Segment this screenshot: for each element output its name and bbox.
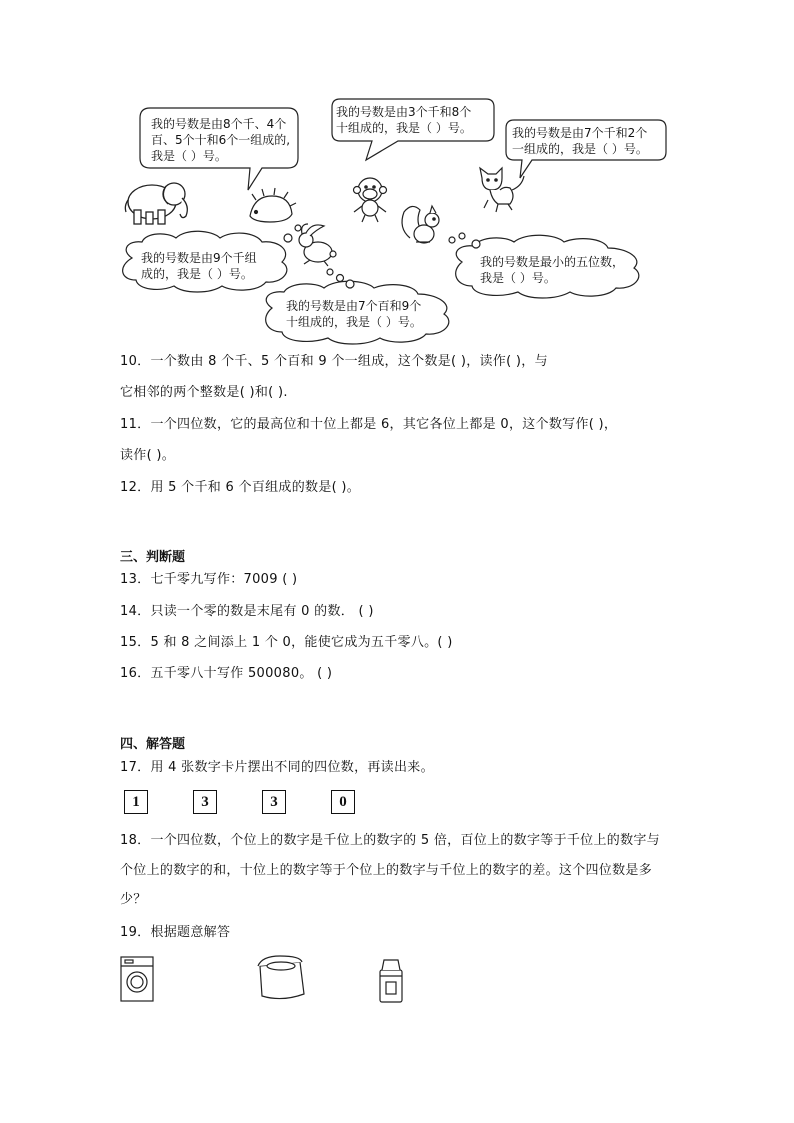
- question-18-line-3: 少？: [120, 892, 147, 907]
- bubble-5-line-2: 我是（ ）号。: [480, 271, 556, 285]
- question-13: 13．七千零九写作：7009 ( ): [120, 572, 298, 587]
- monkey-icon: [354, 178, 387, 222]
- bubble-4-line-1: 我的号数是由9个千组: [141, 251, 257, 265]
- bubble-2-line-2: 十组成的，我是（ ）号。: [336, 121, 472, 135]
- top-loader-icon: [258, 956, 304, 999]
- question-11-line-1: 11．一个四位数，它的最高位和十位上都是 6，其它各位上都是 0，这个数写作( )，: [120, 417, 618, 432]
- rabbit-icon: [299, 224, 336, 266]
- question-10-line-1: 10．一个数由 8 个千、5 个百和 9 个一组成，这个数是( )，读作( )，与: [120, 354, 548, 369]
- question-18-line-2: 个位上的数字的和，十位上的数字等于个位上的数字与千位上的数字的差。这个四位数是多: [120, 863, 653, 878]
- squirrel-icon: [402, 206, 439, 243]
- question-17: 17．用 4 张数字卡片摆出不同的四位数，再读出来。: [120, 760, 434, 775]
- question-15: 15．5 和 8 之间添上 1 个 0，能使它成为五千零八。( ): [120, 635, 453, 650]
- bubble-1-line-1: 我的号数是由8个千、4个: [151, 117, 287, 131]
- hedgehog-icon: [250, 188, 296, 222]
- digit-card: 0: [331, 790, 355, 814]
- digit-card: 3: [262, 790, 286, 814]
- bubble-6-line-1: 我的号数是由7个百和9个: [286, 299, 422, 313]
- bubble-6-line-2: 十组成的，我是（ ）号。: [286, 315, 422, 329]
- digit-card: 3: [193, 790, 217, 814]
- digit-card: 1: [124, 790, 148, 814]
- bubble-1-line-2: 百、5个十和6个一组成的,: [151, 133, 291, 147]
- question-12: 12．用 5 个千和 6 个百组成的数是( )。: [120, 480, 361, 495]
- question-14: 14．只读一个零的数是末尾有 0 的数． ( ): [120, 604, 374, 619]
- small-washer-icon: [380, 960, 402, 1002]
- bubble-5-line-1: 我的号数是最小的五位数，: [480, 255, 625, 269]
- bubble-3-line-1: 我的号数是由7个千和2个: [512, 126, 648, 140]
- elephant-icon: [125, 183, 187, 224]
- section-4-heading: 四、解答题: [120, 737, 186, 752]
- bubble-2-line-1: 我的号数是由3个千和8个: [336, 105, 472, 119]
- question-18-line-1: 18．一个四位数，个位上的数字是千位上的数字的 5 倍，百位上的数字等于千位上的数字与: [120, 833, 660, 848]
- section-3-heading: 三、判断题: [120, 550, 186, 565]
- cat-icon: [480, 168, 524, 212]
- bubble-3-line-2: 一组成的，我是（ ）号。: [512, 142, 648, 156]
- question-11-line-2: 读作( )。: [120, 448, 176, 463]
- question-19: 19．根据题意解答: [120, 925, 231, 940]
- question-16: 16．五千零八十写作 500080。 ( ): [120, 666, 333, 681]
- bubble-1-line-3: 我是（ ）号。: [151, 149, 227, 163]
- question-10-line-2: 它相邻的两个整数是( )和( ).: [120, 385, 288, 400]
- washing-machine-icon: [121, 957, 153, 1001]
- bubble-4-line-2: 成的，我是（ ）号。: [141, 267, 253, 281]
